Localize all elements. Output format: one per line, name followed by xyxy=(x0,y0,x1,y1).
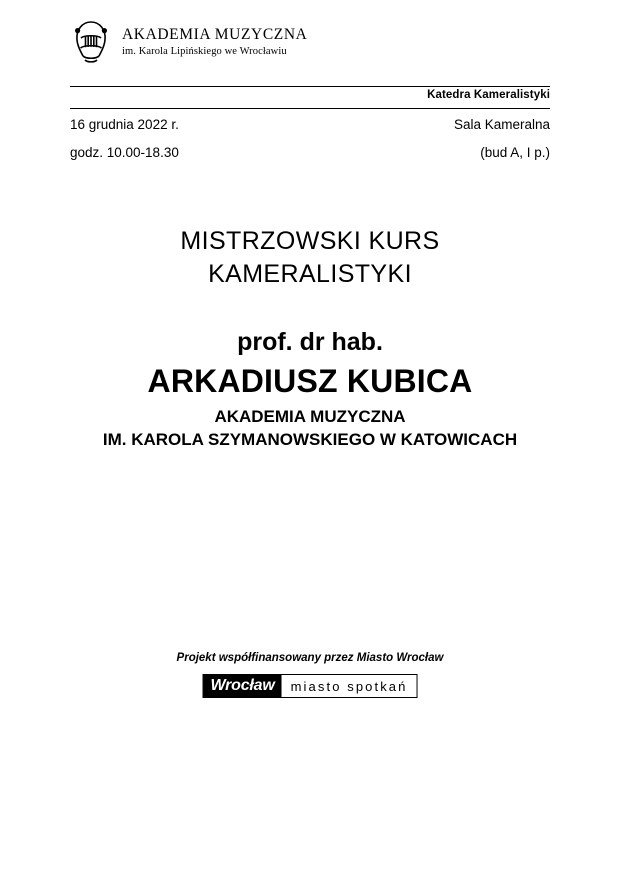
event-time: godz. 10.00-18.30 xyxy=(70,145,179,160)
institution-subtitle: im. Karola Lipińskiego we Wrocławiu xyxy=(122,45,287,57)
guest-affiliation-line1: AKADEMIA MUZYCZNA xyxy=(214,407,406,426)
event-date-venue-row xyxy=(70,117,550,132)
institution-logo xyxy=(70,18,307,66)
divider-bottom xyxy=(70,108,550,109)
lyre-icon xyxy=(70,18,112,66)
institution-name-block xyxy=(122,27,307,56)
department-label: Katedra Kameralistyki xyxy=(427,89,550,101)
wroclaw-city-logo xyxy=(203,674,418,698)
institution-name: AKADEMIA MUZYCZNA xyxy=(122,26,308,44)
divider-top xyxy=(70,86,550,87)
event-date: 16 grudnia 2022 r. xyxy=(70,117,179,132)
event-title xyxy=(0,225,620,291)
event-title-line2: KAMERALISTYKI xyxy=(208,260,412,288)
event-time-venue-detail-row xyxy=(70,145,550,160)
event-venue: Sala Kameralna xyxy=(453,117,550,132)
wroclaw-logo-slogan: miasto spotkań xyxy=(290,678,408,694)
funding-note: Projekt współfinansowany przez Miasto Wrocław xyxy=(176,652,444,664)
guest-name: ARKADIUSZ KUBICA xyxy=(147,363,473,399)
guest-affiliation xyxy=(0,406,620,452)
guest-affiliation-line2: IM. KAROLA SZYMANOWSKIEGO W KATOWICACH xyxy=(102,429,518,449)
event-title-line1: MISTRZOWSKI KURS xyxy=(180,227,440,255)
wroclaw-logo-mark: Wrocław xyxy=(204,675,282,697)
guest-prefix: prof. dr hab. xyxy=(237,328,383,356)
event-venue-detail: (bud A, I p.) xyxy=(480,145,550,160)
